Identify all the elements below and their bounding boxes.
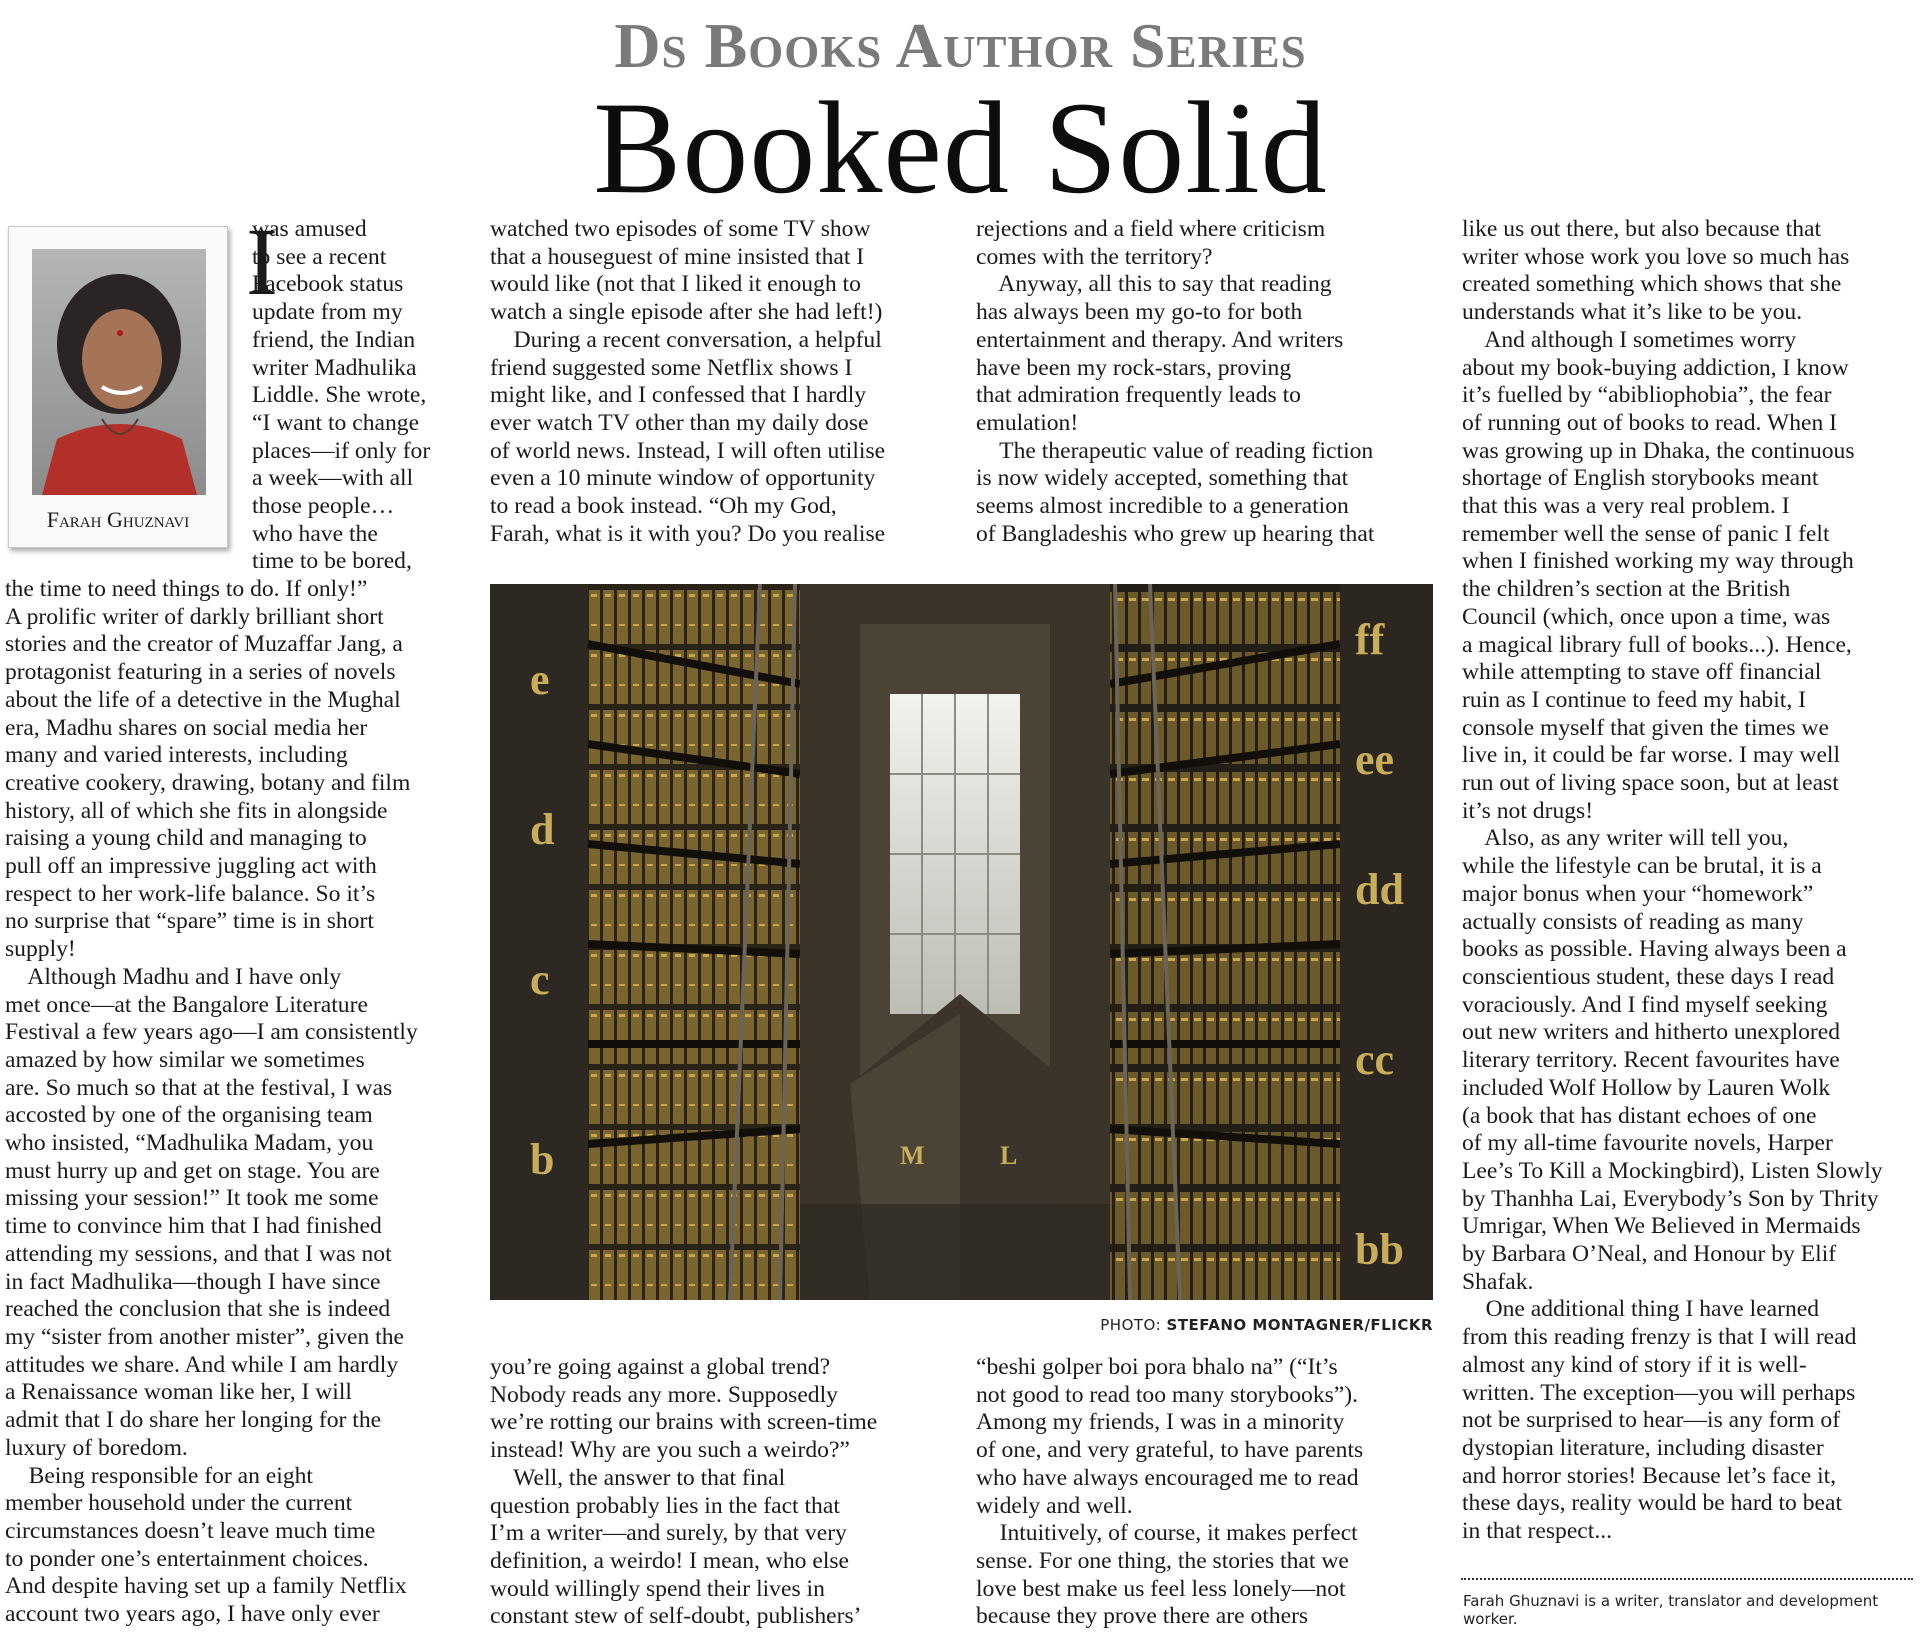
text-line: in fact Madhulika—though I have since <box>5 1268 381 1295</box>
text-line: love best make us feel less lonely—not <box>976 1575 1346 1602</box>
text-line: During a recent conversation, a helpful <box>490 326 882 353</box>
shelf-letter: e <box>530 655 550 704</box>
text-line: creative cookery, drawing, botany and film <box>5 769 411 796</box>
text-line: watched two episodes of some TV show <box>490 216 871 242</box>
text-line: luxury of boredom. <box>5 1434 188 1461</box>
column-1-body <box>5 576 418 1629</box>
text-line: ruin as I continue to feed my habit, I <box>1462 686 1806 713</box>
text-line: out new writers and hitherto unexplored <box>1462 1019 1841 1046</box>
text-line: by Thanhha Lai, Everybody’s Son by Thrity <box>1462 1185 1879 1212</box>
column-3-top <box>976 216 1374 548</box>
text-line: I’m a writer—and surely, by that very <box>490 1520 847 1547</box>
text-line: stories and the creator of Muzaffar Jang, a <box>5 631 403 658</box>
text-line: member household under the current <box>5 1490 353 1517</box>
text-line: when I finished working my way through <box>1462 548 1854 575</box>
text-line: conscientious student, these days I read <box>1462 963 1835 990</box>
text-line: missing your session!” It took me some <box>5 1185 379 1212</box>
column-3-bottom <box>976 1354 1363 1631</box>
text-line: of world news. Instead, I will often utilise <box>490 437 886 464</box>
text-line: Lee’s To Kill a Mockingbird), Listen Slowly <box>1462 1157 1883 1184</box>
text-line: who have the <box>252 520 378 547</box>
text-line: are. So much so that at the festival, I was <box>5 1074 393 1101</box>
author-bio: Farah Ghuznavi is a writer, translator and development worker. <box>1463 1592 1879 1628</box>
text-line: comes with the territory? <box>976 243 1213 270</box>
text-line: is now widely accepted, something that <box>976 465 1349 492</box>
text-line: And despite having set up a family Netflix <box>5 1573 407 1600</box>
shelf-letter: cc <box>1355 1035 1395 1084</box>
text-line: update from my <box>252 299 403 326</box>
text-line: widely and well. <box>976 1492 1133 1519</box>
text-line: about the life of a detective in the Mughal <box>5 686 401 713</box>
text-line: Umrigar, When We Believed in Mermaids <box>1462 1213 1861 1240</box>
text-line: emulation! <box>976 409 1079 436</box>
column-1-intro <box>252 216 430 576</box>
lectern-letter: M <box>900 1141 925 1170</box>
text-line: definition, a weirdo! I mean, who else <box>490 1547 850 1574</box>
text-line: included Wolf Hollow by Lauren Wolk <box>1462 1074 1831 1101</box>
text-line: shortage of English storybooks meant <box>1462 465 1819 492</box>
text-line: literary territory. Recent favourites have <box>1462 1047 1840 1074</box>
bio-separator <box>1461 1578 1913 1580</box>
text-line: The therapeutic value of reading fiction <box>976 437 1374 464</box>
text-line: that this was a very real problem. I <box>1462 493 1790 520</box>
text-line: instead! Why are you such a weirdo?” <box>490 1437 850 1464</box>
text-line: was amused <box>252 216 367 242</box>
text-line: Farah, what is it with you? Do you realise <box>490 520 886 547</box>
text-line: must hurry up and get on stage. You are <box>5 1157 380 1184</box>
text-line: ever watch TV other than my daily dose <box>490 409 869 436</box>
text-line: protagonist featuring in a series of novels <box>5 659 396 686</box>
text-line: console myself that given the times we <box>1462 714 1829 741</box>
text-line: my “sister from another mister”, given the <box>5 1323 405 1350</box>
text-line: voraciously. And I find myself seeking <box>1462 991 1828 1018</box>
text-line: places—if only for <box>252 437 431 464</box>
text-line: Being responsible for an eight <box>5 1462 313 1489</box>
lectern-letter: L <box>1000 1141 1018 1170</box>
text-line: Nobody reads any more. Supposedly <box>490 1381 838 1408</box>
text-line: Intuitively, of course, it makes perfect <box>976 1520 1358 1547</box>
text-line: Among my friends, I was in a minority <box>976 1409 1345 1436</box>
text-line: Festival a few years ago—I am consistently <box>5 1019 418 1046</box>
shelf-letter: ee <box>1355 735 1395 784</box>
text-line: not be surprised to hear—is any form of <box>1462 1407 1841 1434</box>
text-line: to see a recent <box>252 243 387 270</box>
text-line: was growing up in Dhaka, the continuous <box>1462 437 1855 464</box>
text-line: Council (which, once upon a time, was <box>1462 603 1831 630</box>
shelf-letter: ff <box>1355 615 1385 664</box>
text-line: remember well the sense of panic I felt <box>1462 520 1830 547</box>
text-line: friend, the Indian <box>252 326 416 353</box>
text-line: of running out of books to read. When I <box>1462 409 1838 436</box>
text-line: constant stew of self-doubt, publishers’ <box>490 1603 862 1630</box>
text-line: Also, as any writer will tell you, <box>1462 825 1789 852</box>
text-line: would willingly spend their lives in <box>490 1575 825 1602</box>
photo-credit-name: STEFANO MONTAGNER/FLICKR <box>1166 1316 1433 1334</box>
author-portrait <box>32 249 206 495</box>
text-line: “I want to change <box>252 409 420 436</box>
text-line: has always been my go-to for both <box>976 299 1303 326</box>
text-line: the children’s section at the British <box>1462 576 1791 603</box>
text-line: of my all-time favourite novels, Harper <box>1462 1130 1833 1157</box>
text-line: One additional thing I have learned <box>1462 1296 1820 1323</box>
text-line: who insisted, “Madhulika Madam, you <box>5 1130 374 1157</box>
text-line: sense. For one thing, the stories that we <box>976 1547 1349 1574</box>
text-line: that admiration frequently leads to <box>976 382 1301 409</box>
text-line: books as possible. Having always been a <box>1462 936 1847 963</box>
text-line: you’re going against a global trend? <box>490 1354 831 1380</box>
text-line: written. The exception—you will perhaps <box>1462 1379 1856 1406</box>
text-line: actually consists of reading as many <box>1462 908 1804 935</box>
text-line: Shafak. <box>1462 1268 1534 1295</box>
text-line: supply! <box>5 936 76 963</box>
column-4 <box>1462 216 1883 1546</box>
text-line: to read a book instead. “Oh my God, <box>490 493 837 520</box>
text-line: entertainment and therapy. And writers <box>976 326 1344 353</box>
text-line: (a book that has distant echoes of one <box>1462 1102 1817 1129</box>
text-line: accosted by one of the organising team <box>5 1102 373 1129</box>
text-line: major bonus when your “homework” <box>1462 880 1814 907</box>
drop-cap: I <box>246 208 278 315</box>
column-2-bottom <box>490 1354 877 1631</box>
text-line: in that respect... <box>1462 1518 1613 1545</box>
text-line: run out of living space soon, but at least <box>1462 770 1839 797</box>
text-line: would like (not that I liked it enough to <box>490 271 861 298</box>
text-line: have been my rock-stars, proving <box>976 354 1292 381</box>
text-line: Anyway, all this to say that reading <box>976 271 1332 298</box>
text-line: attitudes we share. And while I am hardly <box>5 1351 399 1378</box>
text-line: seems almost incredible to a generation <box>976 493 1349 520</box>
text-line: Well, the answer to that final <box>490 1464 786 1491</box>
text-line: writer Madhulika <box>252 354 417 381</box>
text-line: live in, it could be far worse. I may well <box>1462 742 1841 769</box>
text-line: And although I sometimes worry <box>1462 326 1797 353</box>
text-line: “beshi golper boi pora bhalo na” (“It’s <box>976 1354 1338 1380</box>
column-2-top <box>490 216 885 548</box>
text-line: watch a single episode after she had left!) <box>490 299 883 326</box>
text-line: of one, and very grateful, to have parents <box>976 1437 1364 1464</box>
text-line: might like, and I confessed that I hardly <box>490 382 867 409</box>
series-title: Ds Books Author Series <box>614 10 1307 81</box>
text-line: met once—at the Bangalore Literature <box>5 991 368 1018</box>
portrait-caption: Farah Ghuznavi <box>46 507 190 532</box>
text-line: it’s not drugs! <box>1462 797 1594 824</box>
text-line: attending my sessions, and that I was not <box>5 1240 392 1267</box>
text-line: almost any kind of story if it is well- <box>1462 1351 1807 1378</box>
text-line: pull off an impressive juggling act with <box>5 853 377 880</box>
text-line: history, all of which she fits in alongside <box>5 797 388 824</box>
text-line: from this reading frenzy is that I will read <box>1462 1324 1857 1351</box>
text-line: who have always encouraged me to read <box>976 1464 1359 1491</box>
text-line: question probably lies in the fact that <box>490 1492 840 1519</box>
shelf-letter: c <box>530 955 550 1004</box>
text-line: friend suggested some Netflix shows I <box>490 354 853 381</box>
text-line: reached the conclusion that she is indeed <box>5 1296 391 1323</box>
text-line: admit that I do share her longing for the <box>5 1407 382 1434</box>
text-line: a Renaissance woman like her, I will <box>5 1379 352 1406</box>
shelf-letter: dd <box>1355 865 1404 914</box>
text-line: era, Madhu shares on social media her <box>5 714 368 741</box>
text-line: these days, reality would be hard to beat <box>1462 1490 1842 1517</box>
text-line: Liddle. She wrote, <box>252 382 427 409</box>
text-line: amazed by how similar we sometimes <box>5 1046 365 1073</box>
text-line: writer whose work you love so much has <box>1462 243 1850 270</box>
text-line: rejections and a field where criticism <box>976 216 1326 242</box>
shelf-letter: d <box>530 805 555 854</box>
text-line: while attempting to stave off financial <box>1462 659 1822 686</box>
text-line: while the lifestyle can be brutal, it is a <box>1462 853 1822 880</box>
text-line: like us out there, but also because that <box>1462 216 1822 242</box>
text-line: Facebook status <box>252 271 404 298</box>
text-line: about my book-buying addiction, I know <box>1462 354 1849 381</box>
text-line: it’s fuelled by “abibliophobia”, the fear <box>1462 382 1832 409</box>
text-line: Although Madhu and I have only <box>5 963 342 990</box>
text-line: a week—with all <box>252 465 414 492</box>
text-line: to ponder one’s entertainment choices. <box>5 1545 369 1572</box>
text-line: that a houseguest of mine insisted that I <box>490 243 865 270</box>
text-line: respect to her work-life balance. So it’s <box>5 880 376 907</box>
text-line: dystopian literature, including disaster <box>1462 1434 1824 1461</box>
text-line: many and varied interests, including <box>5 742 348 769</box>
text-line: understands what it’s like to be you. <box>1462 299 1803 326</box>
shelf-letter: b <box>530 1135 555 1184</box>
text-line: account two years ago, I have only ever <box>5 1601 380 1628</box>
headline: Booked Solid <box>593 74 1328 221</box>
text-line: raising a young child and managing to <box>5 825 367 852</box>
text-line: A prolific writer of darkly brilliant short <box>5 603 384 630</box>
text-line: a magical library full of books...). Hence, <box>1462 631 1852 658</box>
library-photo <box>490 584 1433 1300</box>
text-line: those people… <box>252 493 395 520</box>
text-line: by Barbara O’Neal, and Honour by Elif <box>1462 1241 1837 1268</box>
text-line: the time to need things to do. If only!” <box>5 576 368 602</box>
text-line: time to be bored, <box>252 548 412 575</box>
text-line: time to convince him that I had finished <box>5 1213 382 1240</box>
text-line: even a 10 minute window of opportunity <box>490 465 876 492</box>
photo-credit-label: PHOTO: <box>1100 1316 1162 1334</box>
text-line: created something which shows that she <box>1462 271 1842 298</box>
text-line: we’re rotting our brains with screen-time <box>490 1409 878 1436</box>
text-line: no surprise that “spare” time is in short <box>5 908 374 935</box>
author-portrait-frame <box>8 226 228 548</box>
text-line: not good to read too many storybooks”). <box>976 1381 1359 1408</box>
photo-credit <box>490 1316 1433 1334</box>
text-line: circumstances doesn’t leave much time <box>5 1517 376 1544</box>
shelf-letter: bb <box>1355 1225 1404 1274</box>
text-line: because they prove there are others <box>976 1603 1309 1630</box>
text-line: and horror stories! Because let’s face it, <box>1462 1462 1837 1489</box>
text-line: of Bangladeshis who grew up hearing that <box>976 520 1375 547</box>
